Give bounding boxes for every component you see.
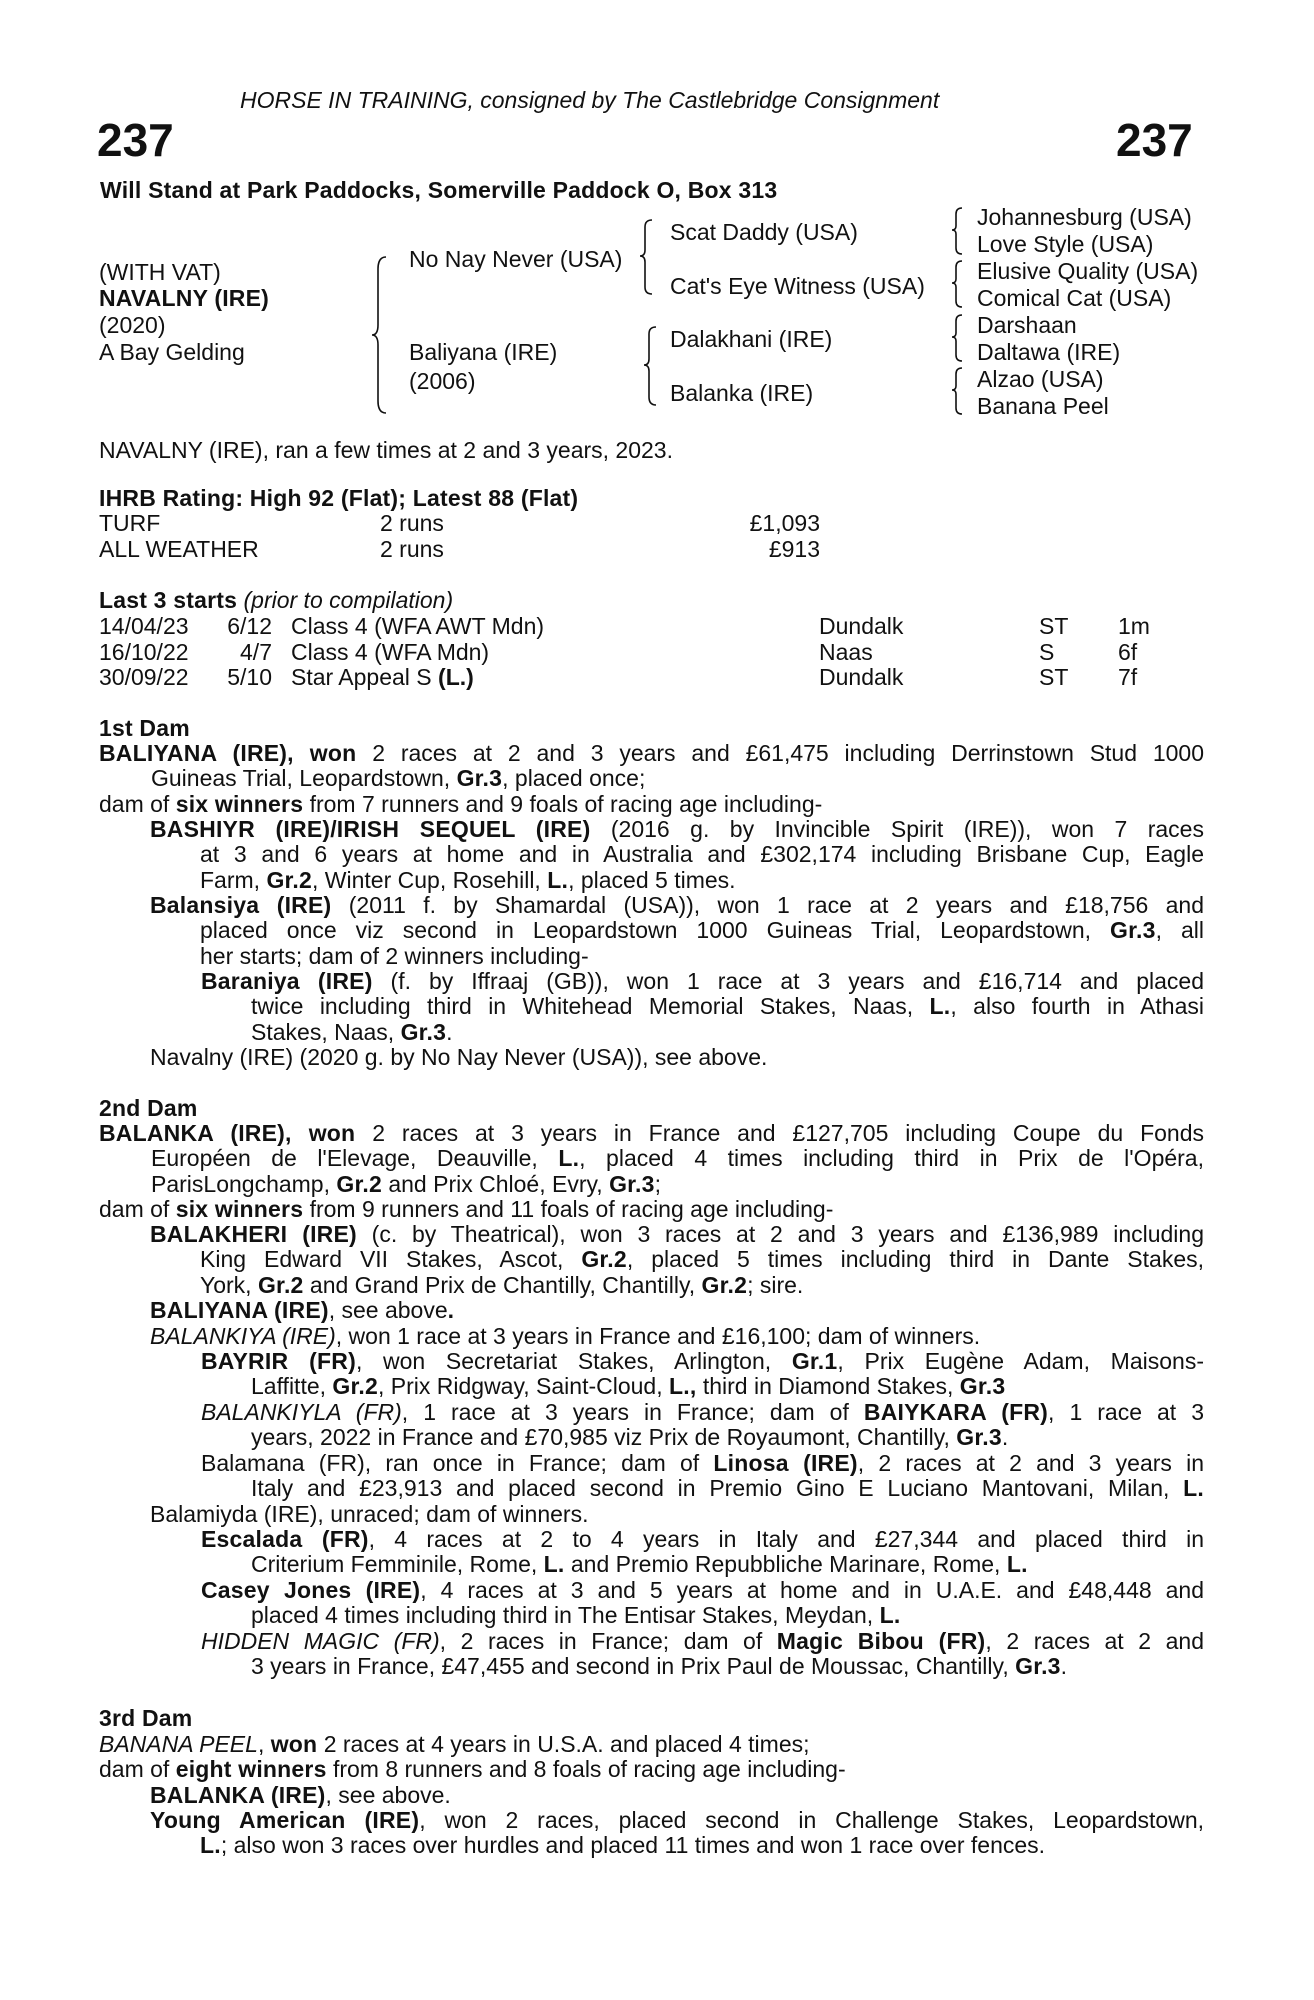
produce-text: , all: [1155, 918, 1204, 944]
dam2-produce-hidden-magic: [201, 1629, 1204, 1680]
dam1-text: 2 races at 2 and 3 years and £61,475 including Derrinstown Stud 1000: [356, 741, 1204, 766]
produce-text: and Premio Repubbliche Marinare, Rome,: [564, 1552, 1007, 1578]
produce-text: , 4 races at 2 to 4 years in Italy and £27,344 and placed third in: [368, 1527, 1204, 1552]
produce-name: BAYRIR (FR): [201, 1349, 356, 1374]
dam1-text: from 7 runners and 9 foals of racing age including-: [303, 791, 823, 817]
produce-text: ; also won 3 races over hurdles and placed 11 times and won 1 race over fences.: [220, 1833, 1046, 1859]
produce-name: BALANKIYA (IRE): [150, 1323, 336, 1349]
consignment-line: HORSE IN TRAINING, consigned by The Castlebridge Consignment: [240, 87, 940, 113]
horse-year: (2020): [99, 312, 166, 338]
dam2-text: 2 races at 3 years in France and £127,705 including Coupe du Fonds: [355, 1121, 1204, 1146]
produce-text: , see above.: [325, 1782, 451, 1808]
pedigree-g4: Comical Cat (USA): [977, 285, 1172, 311]
dam2-text: ParisLongchamp,: [151, 1171, 337, 1197]
dam3-entry: [99, 1732, 810, 1757]
produce-name: BALANKA (IRE): [150, 1782, 326, 1808]
start-course: Naas: [819, 639, 873, 665]
produce-text: , won Secretariat Stakes, Arlington,: [355, 1349, 792, 1374]
lot-number-left: 237: [97, 114, 174, 166]
dam2-produce-balakheri: [150, 1222, 1204, 1298]
start-date: 30/09/22: [99, 664, 189, 690]
start-race-text: Class 4 (WFA Mdn): [291, 639, 490, 665]
produce-text: .: [1060, 1654, 1068, 1680]
produce-text: (2011 f. by Shamardal (USA)), won 1 race at 2 years and £18,756 and: [331, 893, 1204, 918]
dam3-text: from 8 runners and 8 foals of racing age including-: [326, 1756, 846, 1782]
dam2-produce-casey-jones: [201, 1578, 1204, 1629]
produce-text: , 4 races at 3 and 5 years at home and in U.A.E. and £48,448 and: [420, 1578, 1204, 1603]
starts-heading: [99, 588, 453, 613]
dam2-produce-balamiyda: Balamiyda (IRE), unraced; dam of winners.: [150, 1501, 589, 1527]
dam2-produce-summary: [99, 1197, 833, 1222]
produce-text: years, 2022 in France and £70,985 viz Prix de Royaumont, Chantilly,: [251, 1425, 957, 1451]
dam1-won: , won: [287, 741, 357, 766]
dam2-produce-balankiyla: [201, 1400, 1204, 1451]
dam2-produce-balankiya: [150, 1324, 980, 1349]
produce-name: BASHIYR (IRE)/IRISH SEQUEL (IRE): [150, 817, 591, 842]
produce-text: placed 4 times including third in The Entisar Stakes, Meydan,: [251, 1603, 880, 1629]
dam2-produce-bayrir: [201, 1349, 1204, 1400]
produce-text: 3 years in France, £47,455 and second in Prix Paul de Moussac, Chantilly,: [251, 1654, 1016, 1680]
produce-text: placed once viz second in Leopardstown 1000 Guineas Trial, Leopardstown,: [200, 918, 1111, 944]
produce-name: Casey Jones (IRE): [201, 1578, 421, 1603]
start-date: 14/04/23: [99, 613, 189, 639]
produce-text: and Grand Prix de Chantilly, Chantilly,: [303, 1272, 702, 1298]
dam2-text: , placed 4 times including third in Prix de l'Opéra,: [579, 1146, 1204, 1172]
dam3-heading: 3rd Dam: [99, 1705, 193, 1731]
start-date: 16/10/22: [99, 639, 189, 665]
produce-text: .: [446, 1019, 453, 1045]
produce-grade: Gr.2: [581, 1247, 627, 1273]
rating-title: IHRB Rating: High 92 (Flat); Latest 88 (Flat): [99, 485, 579, 511]
produce-text: , 1 race at 3: [1048, 1400, 1204, 1425]
pedigree-g1: Johannesburg (USA): [977, 204, 1192, 230]
dam3-name: BANANA PEEL: [99, 1731, 258, 1757]
produce-text: , placed 5 times including third in Dante Stakes,: [626, 1247, 1204, 1273]
produce-listed: L.: [879, 1603, 901, 1629]
pedigree-sire: No Nay Never (USA): [409, 246, 623, 272]
dam1-text: , placed once;: [502, 766, 646, 792]
pedigree-dam-sire: Dalakhani (IRE): [670, 326, 833, 352]
horse-description: A Bay Gelding: [99, 339, 245, 365]
produce-text: , won 2 races, placed second in Challenge Stakes, Leopardstown,: [419, 1808, 1204, 1833]
rating-earnings-turf: £1,093: [749, 510, 820, 536]
pedigree-brace-g4: [950, 366, 964, 416]
produce-text: ; sire.: [747, 1272, 804, 1298]
produce-grade: Gr.1: [791, 1349, 838, 1374]
produce-name: HIDDEN MAGIC (FR): [201, 1629, 440, 1654]
pedigree-g2: Love Style (USA): [977, 231, 1154, 257]
rating-surface-turf: TURF: [99, 510, 161, 536]
produce-name: BAIYKARA (FR): [863, 1400, 1049, 1425]
dam3-text: 2 races at 4 years in U.S.A. and placed 4 times;: [317, 1731, 810, 1757]
produce-text: , 2 races at 2 and 3 years in: [857, 1451, 1204, 1476]
produce-listed: L.: [547, 867, 569, 893]
pedigree-sire-dam: Cat's Eye Witness (USA): [670, 273, 925, 299]
produce-text: Farm,: [200, 867, 267, 893]
start-position: 5/10: [227, 664, 272, 690]
produce-name: Escalada (FR): [201, 1527, 369, 1552]
dam3-text: ,: [257, 1731, 271, 1757]
rating-earnings-aw: £913: [768, 536, 820, 562]
produce-text: .: [1001, 1425, 1009, 1451]
produce-text: twice including third in Whitehead Memorial Stakes, Naas,: [251, 994, 930, 1020]
pedigree-g3: Elusive Quality (USA): [977, 258, 1199, 284]
pedigree-g8: Banana Peel: [977, 393, 1109, 419]
starts-title: Last 3 starts: [99, 587, 238, 613]
produce-text: , see above: [328, 1297, 448, 1323]
produce-grade: Gr.3: [956, 1425, 1002, 1451]
dam1-heading: 1st Dam: [99, 715, 190, 741]
start-race-grade: (L.): [438, 664, 474, 690]
dam1-text: Guineas Trial, Leopardstown,: [151, 766, 457, 792]
dam3-text: dam of: [99, 1756, 176, 1782]
produce-text: , placed 5 times.: [568, 867, 736, 893]
produce-text: , 1 race at 3 years in France; dam of: [401, 1400, 864, 1425]
produce-grade: Gr.3: [400, 1019, 447, 1045]
dam2-text: from 9 runners and 11 foals of racing age including-: [303, 1196, 834, 1222]
horse-name: NAVALNY (IRE): [99, 285, 269, 311]
pedigree-g7: Alzao (USA): [977, 366, 1104, 392]
produce-text: , Winter Cup, Rosehill,: [312, 867, 548, 893]
produce-name: Baraniya (IRE): [201, 969, 373, 994]
start-race: [291, 665, 474, 690]
produce-grade: Gr.2: [332, 1374, 378, 1400]
pedigree-dam-dam: Balanka (IRE): [670, 380, 814, 406]
produce-grade: Gr.3: [1110, 918, 1156, 944]
dam1-text: dam of: [99, 791, 176, 817]
starts-note: (prior to compilation): [243, 587, 454, 613]
pedigree-dam: Baliyana (IRE): [409, 339, 558, 365]
produce-text: , 2 races in France; dam of: [439, 1629, 777, 1654]
dam1-produce-navalny: Navalny (IRE) (2020 g. by No Nay Never (USA)), see above.: [150, 1044, 768, 1070]
pedigree-brace-g1: [950, 206, 964, 256]
pedigree-g6: Daltawa (IRE): [977, 339, 1121, 365]
pedigree-brace-g3: [950, 313, 964, 363]
dam2-grade: Gr.2: [336, 1171, 382, 1197]
vat-status: (WITH VAT): [99, 259, 221, 285]
produce-text: third in Diamond Stakes,: [696, 1374, 960, 1400]
produce-name: BALAKHERI (IRE): [150, 1222, 357, 1247]
dam3-produce-balanka: [150, 1783, 451, 1808]
produce-text: (c. by Theatrical), won 3 races at 2 and 3 years and £136,989 including: [356, 1222, 1204, 1247]
pedigree-brace-main: [370, 255, 390, 415]
produce-grade: Gr.3: [1015, 1654, 1061, 1680]
start-course: Dundalk: [819, 613, 904, 639]
produce-name: Balansiya (IRE): [150, 893, 332, 918]
start-going: ST: [1039, 664, 1069, 690]
dam1-produce-summary: [99, 792, 822, 817]
produce-listed: L.: [543, 1552, 565, 1578]
produce-grade: Gr.2: [266, 867, 313, 893]
race-summary: NAVALNY (IRE), ran a few times at 2 and 3 years, 2023.: [99, 437, 673, 463]
start-distance: 6f: [1118, 639, 1138, 665]
produce-text: her starts; dam of 2 winners including-: [200, 943, 589, 969]
dam2-text: Européen de l'Elevage, Deauville,: [151, 1146, 559, 1172]
produce-text: Balamana (FR), ran once in France; dam of: [201, 1451, 714, 1476]
start-going: ST: [1039, 613, 1069, 639]
dam2-heading: 2nd Dam: [99, 1095, 198, 1121]
pedigree-dam-year: (2006): [409, 368, 476, 394]
dam2-produce-balamana: [201, 1451, 1204, 1502]
rating-runs-turf: 2 runs: [380, 510, 444, 536]
produce-name: BALIYANA (IRE): [150, 1297, 329, 1323]
dam2-text: and Prix Chloé, Evry,: [381, 1171, 610, 1197]
produce-text: , Prix Eugène Adam, Maisons-: [837, 1349, 1204, 1374]
start-race-text: Star Appeal S: [291, 664, 439, 690]
produce-text: , 2 races at 2 and: [985, 1629, 1204, 1654]
dam2-grade: Gr.3: [609, 1171, 655, 1197]
dam1-produce-baraniya: [201, 969, 1204, 1045]
pedigree-g5: Darshaan: [977, 312, 1077, 338]
produce-text: Italy and £23,913 and placed second in Premio Gino E Luciano Mantovani, Milan,: [251, 1476, 1184, 1502]
produce-text: Criterium Femminile, Rome,: [251, 1552, 544, 1578]
stand-location: Will Stand at Park Paddocks, Somerville Paddock O, Box 313: [100, 177, 778, 203]
produce-grade: Gr.2: [701, 1272, 748, 1298]
start-race-text: Class 4 (WFA AWT Mdn): [291, 613, 545, 639]
produce-listed: L.,: [669, 1374, 697, 1400]
start-course: Dundalk: [819, 664, 904, 690]
pedigree-brace-dam: [642, 325, 658, 407]
start-distance: 7f: [1118, 664, 1138, 690]
produce-listed: L.: [1183, 1476, 1204, 1502]
dam1-name: BALIYANA (IRE): [99, 741, 288, 766]
start-race: [291, 640, 489, 665]
lot-number-right: 237: [1116, 114, 1193, 166]
dam3-produce-summary: [99, 1757, 846, 1782]
produce-text: Stakes, Naas,: [251, 1019, 401, 1045]
pedigree-brace-sire: [638, 218, 654, 296]
start-race: [291, 614, 544, 639]
rating-surface-aw: ALL WEATHER: [99, 536, 259, 562]
dam1-produce-bashiyr: [150, 817, 1204, 893]
produce-text: , Prix Ridgway, Saint-Cloud,: [377, 1374, 669, 1400]
dam2-name: BALANKA (IRE): [99, 1121, 286, 1146]
produce-listed: L.: [929, 994, 951, 1020]
produce-grade: Gr.2: [257, 1272, 304, 1298]
dam2-winners: six winners: [175, 1196, 304, 1222]
produce-text: , also fourth in Athasi: [950, 994, 1204, 1020]
produce-text: at 3 and 6 years at home and in Australia and £302,174 including Brisbane Cup, Eagle: [200, 842, 1204, 868]
dam1-winners: six winners: [175, 791, 304, 817]
pedigree-brace-g2: [950, 259, 964, 309]
dam2-entry: [99, 1121, 1204, 1197]
dam2-text: ;: [654, 1171, 662, 1197]
produce-text: (f. by Iffraaj (GB)), won 1 race at 3 years and £16,714 and placed: [372, 969, 1204, 994]
produce-text: King Edward VII Stakes, Ascot,: [200, 1247, 582, 1273]
dam2-listed: L.: [558, 1146, 580, 1172]
produce-text: (2016 g. by Invincible Spirit (IRE)), won 7 races: [590, 817, 1204, 842]
dam2-text: dam of: [99, 1196, 176, 1222]
produce-listed: L.: [1006, 1552, 1028, 1578]
dam2-won: , won: [285, 1121, 356, 1146]
start-position: 4/7: [240, 639, 272, 665]
start-going: S: [1039, 639, 1055, 665]
dam1-produce-balansiya: [150, 893, 1204, 969]
produce-text: .: [447, 1297, 455, 1323]
start-position: 6/12: [227, 613, 272, 639]
dam1-entry: [99, 741, 1204, 792]
dam3-won: won: [270, 1731, 318, 1757]
produce-text: York,: [200, 1272, 258, 1298]
dam3-winners: eight winners: [175, 1756, 327, 1782]
produce-name: Young American (IRE): [150, 1808, 420, 1833]
produce-text: , won 1 race at 3 years in France and £16,100; dam of winners.: [335, 1323, 981, 1349]
dam2-produce-escalada: [201, 1527, 1204, 1578]
produce-listed: L.: [200, 1833, 221, 1859]
pedigree-sire-sire: Scat Daddy (USA): [670, 219, 858, 245]
produce-name: BALANKIYLA (FR): [201, 1400, 402, 1425]
produce-text: Laffitte,: [251, 1374, 333, 1400]
dam3-produce-young-american: [150, 1808, 1204, 1859]
produce-name: Linosa (IRE): [713, 1451, 858, 1476]
dam1-grade: Gr.3: [456, 766, 503, 792]
start-distance: 1m: [1118, 613, 1150, 639]
dam2-produce-baliyana: [150, 1298, 454, 1323]
produce-grade: Gr.3: [959, 1374, 1006, 1400]
rating-runs-aw: 2 runs: [380, 536, 444, 562]
produce-name: Magic Bibou (FR): [776, 1629, 986, 1654]
